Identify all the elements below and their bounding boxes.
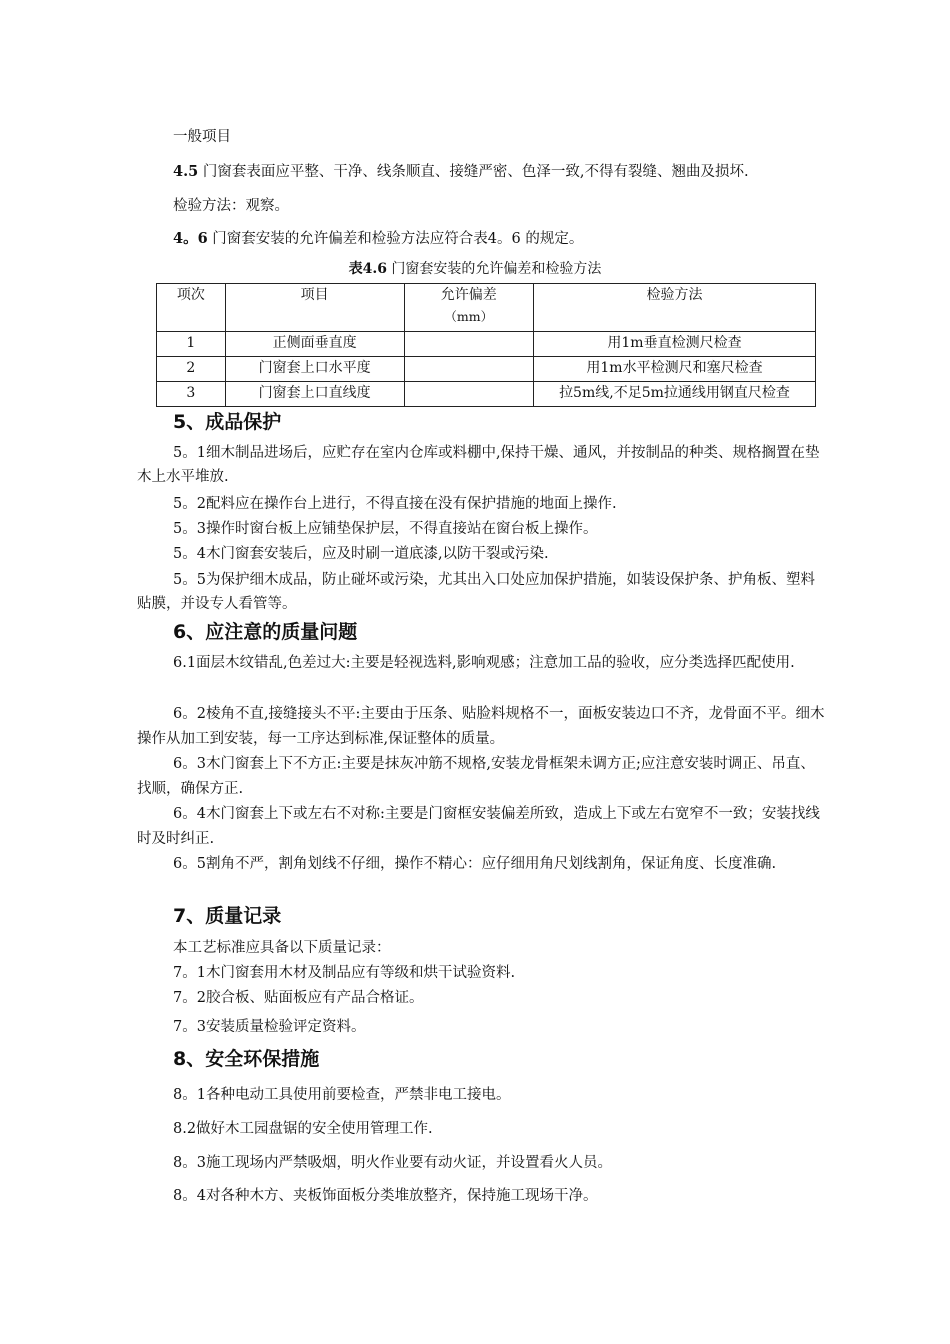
section-7-item-1: 7。1木门窗套用木材及制品应有等级和烘干试验资料. xyxy=(173,965,516,981)
item-4-6 xyxy=(173,229,583,249)
section-7-item-2: 7。2胶合板、贴面板应有产品合格证。 xyxy=(173,990,424,1006)
item-4-5-text: 门窗套表面应平整、干净、线条顺直、接缝严密、色泽一致,不得有裂缝、翘曲及损坏. xyxy=(198,164,749,180)
section-6-item-1: 6.1面层木纹错乱,色差过大:主要是轻视选料,影响观感；注意加工品的验收，应分类选择匹配使用. xyxy=(173,655,795,671)
section-6-item-2: 6。2棱角不直,接缝接头不平:主要由于压条、贴脸料规格不一，面板安装边口不齐，龙骨面不平。细木操作从加工到安装，每一工序达到标准,保证整体的质量。 xyxy=(137,706,825,747)
cell-method: 用1m水平检测尺和塞尺检查 xyxy=(533,357,815,382)
section-5-item-3: 5。3操作时窗台板上应铺垫保护层，不得直接站在窗台板上操作。 xyxy=(173,521,598,537)
section-5-item-5: 5。5为保护细木成品，防止碰坏或污染，尤其出入口处应加保护措施，如装设保护条、护角板、塑料贴膜，并设专人看管等。 xyxy=(137,572,815,612)
section-7-item-3: 7。3安装质量检验评定资料。 xyxy=(173,1019,366,1035)
cell-method: 用1m垂直检测尺检查 xyxy=(533,332,815,357)
cell-index: 1 xyxy=(157,332,226,357)
intro-line: 一般项目 xyxy=(173,129,231,145)
section-5-item-1: 5。1细木制品进场后，应贮存在室内仓库或料棚中,保持干燥、通风，并按制品的种类、规格搁置在垫木上水平堆放. xyxy=(137,445,820,485)
section-7-heading: 7、质量记录 xyxy=(173,905,282,927)
section-6-item-4: 6。4木门窗套上下或左右不对称:主要是门窗框安装偏差所致，造成上下或左右宽窄不一致；安装找线时及时纠正. xyxy=(137,806,820,847)
item-4-5-number: 4.5 xyxy=(173,163,199,180)
section-6-item-3: 6。3木门窗套上下不方正:主要是抹灰冲筋不规格,安装龙骨框架未调方正;应注意安装时调正、吊直、找顺，确保方正. xyxy=(137,756,815,797)
header-method: 检验方法 xyxy=(533,284,815,332)
table-header-row xyxy=(157,284,816,332)
section-7-intro: 本工艺标准应具备以下质量记录： xyxy=(173,940,391,956)
item-4-5 xyxy=(173,162,749,182)
header-tolerance xyxy=(404,284,533,332)
section-8-item-3: 8。3施工现场内严禁吸烟，明火作业要有动火证，并设置看火人员。 xyxy=(173,1155,612,1171)
cell-item: 正侧面垂直度 xyxy=(225,332,404,357)
tolerance-table xyxy=(156,283,816,407)
section-6-heading: 6、应注意的质量问题 xyxy=(173,621,358,643)
table-row xyxy=(157,382,816,407)
section-5-item-2: 5。2配料应在操作台上进行，不得直接在没有保护措施的地面上操作. xyxy=(173,496,617,512)
section-8-heading: 8、安全环保措施 xyxy=(173,1048,320,1070)
cell-tolerance xyxy=(404,332,533,357)
cell-item: 门窗套上口直线度 xyxy=(225,382,404,407)
item-4-5-method: 检验方法：观察。 xyxy=(173,198,289,214)
table-row xyxy=(157,332,816,357)
header-item: 项目 xyxy=(225,284,404,332)
item-4-6-number: 4。6 xyxy=(173,230,208,247)
cell-index: 3 xyxy=(157,382,226,407)
cell-item: 门窗套上口水平度 xyxy=(225,357,404,382)
cell-index: 2 xyxy=(157,357,226,382)
section-5-heading: 5、成品保护 xyxy=(173,411,282,433)
section-5-item-4: 5。4木门窗套安装后，应及时刷一道底漆,以防干裂或污染. xyxy=(173,546,549,562)
header-index: 项次 xyxy=(157,284,226,332)
header-tolerance-label: 允许偏差 xyxy=(440,287,497,303)
item-4-6-text: 门窗套安装的允许偏差和检验方法应符合表4。6 的规定。 xyxy=(207,231,584,247)
table-caption-text: 门窗套安装的允许偏差和检验方法 xyxy=(386,261,602,277)
cell-tolerance xyxy=(404,357,533,382)
section-8-item-2: 8.2做好木工园盘锯的安全使用管理工作. xyxy=(173,1121,433,1137)
header-tolerance-unit: （mm） xyxy=(444,309,494,324)
cell-tolerance xyxy=(404,382,533,407)
table-caption xyxy=(0,260,950,278)
table-row xyxy=(157,357,816,382)
section-6-item-5: 6。5割角不严，割角划线不仔细，操作不精心：应仔细用角尺划线割角，保证角度、长度准确. xyxy=(173,856,777,872)
section-8-item-4: 8。4对各种木方、夹板饰面板分类堆放整齐，保持施工现场干净。 xyxy=(173,1188,598,1204)
section-8-item-1: 8。1各种电动工具使用前要检查，严禁非电工接电。 xyxy=(173,1087,511,1103)
table-caption-number: 表4.6 xyxy=(348,261,387,277)
cell-method: 拉5m线,不足5m拉通线用钢直尺检查 xyxy=(533,382,815,407)
